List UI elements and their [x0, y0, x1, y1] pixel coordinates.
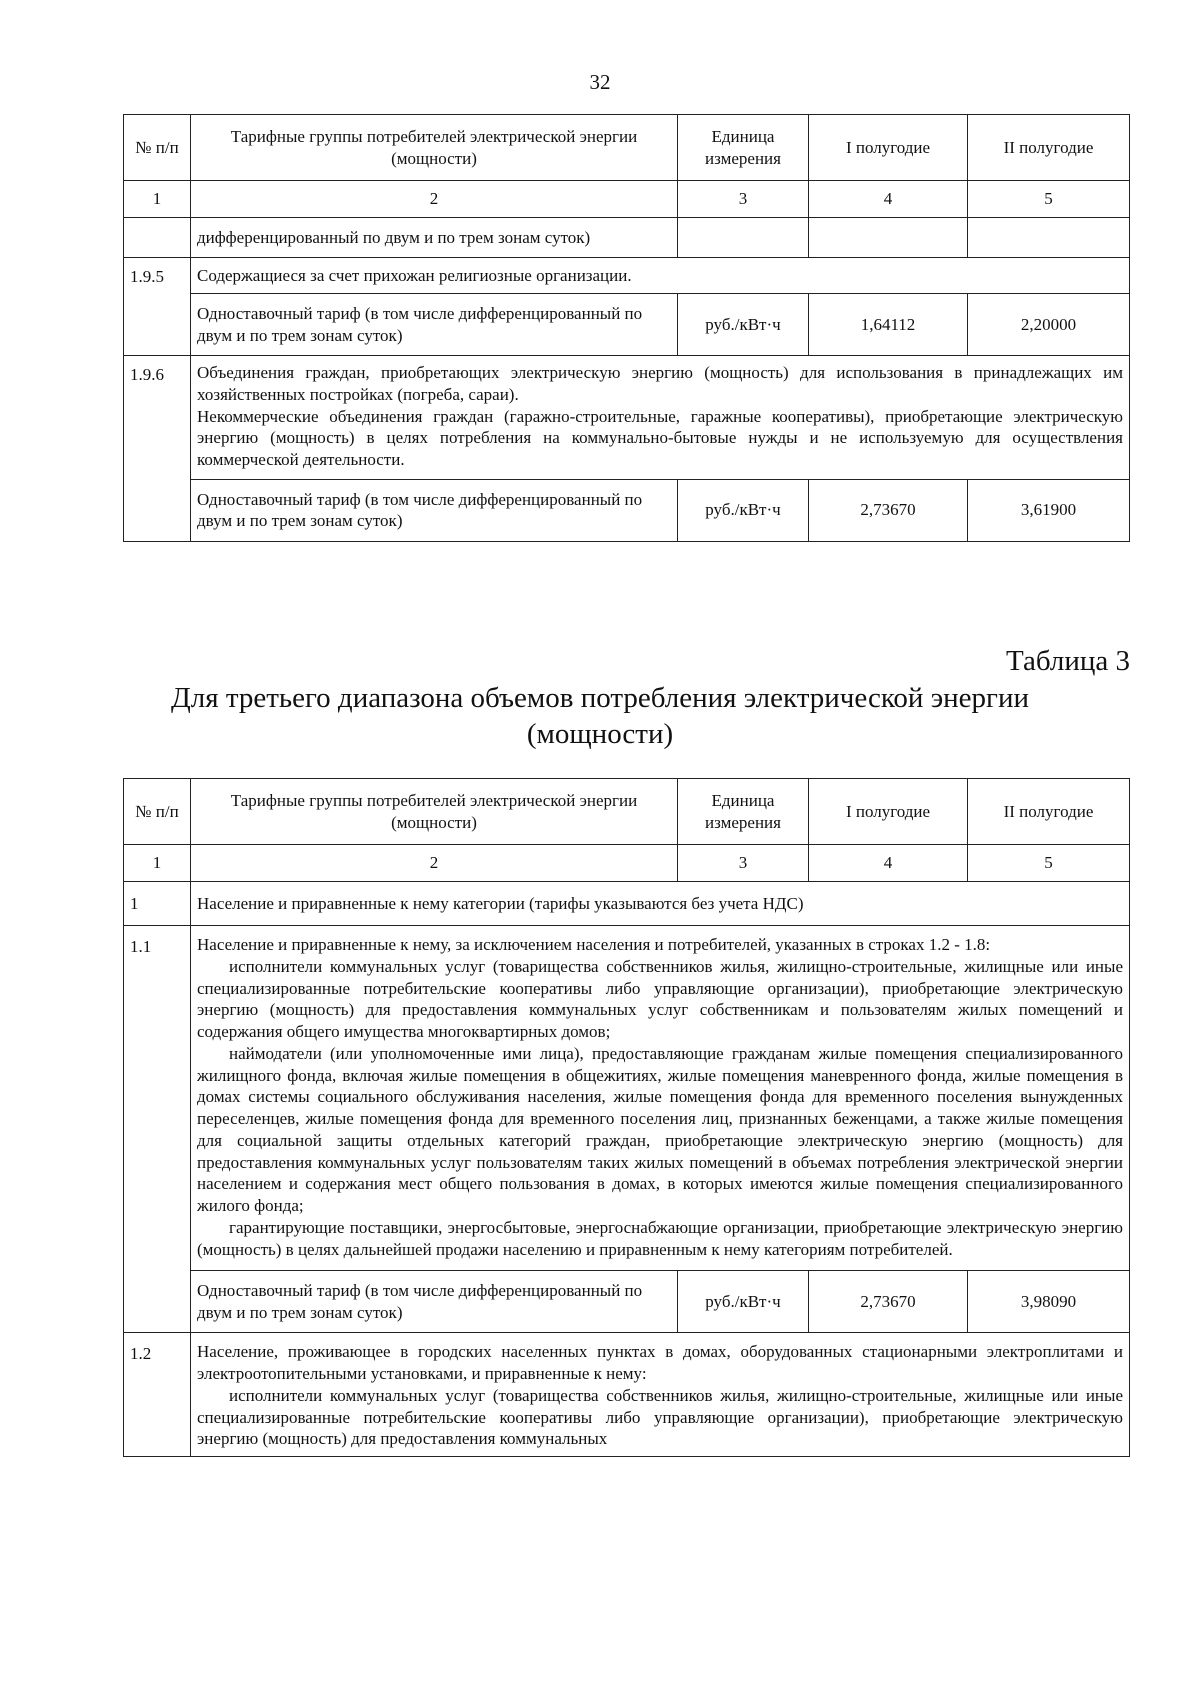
- header-half1: I полугодие: [809, 779, 968, 845]
- col-index: 4: [809, 181, 968, 218]
- col-index: 3: [678, 845, 809, 882]
- row-description: [191, 356, 1130, 480]
- unit-value: руб./кВт·ч: [678, 479, 809, 541]
- tariff-half2: 3,98090: [968, 1271, 1130, 1333]
- paragraph: гарантирующие поставщики, энергосбытовые, энергоснабжающие организации, приобретающие электрическую энергию (мощность) в целях дальнейшей продажи населению и приравненным к нему категориям потребителей.: [197, 1217, 1123, 1259]
- row-num-empty: [124, 218, 191, 258]
- row-title: Население и приравненные к нему категории (тарифы указываются без учета НДС): [191, 882, 1130, 926]
- paragraph: Население, проживающее в городских населенных пунктах в домах, оборудованных стационарными электроплитами и электроотопительными установками, и приравненные к нему:: [197, 1342, 1123, 1383]
- paragraph: Объединения граждан, приобретающих электрическую энергию (мощность) для использования в принадлежащих им хозяйственных постройках (погреба, сараи).: [197, 363, 1123, 404]
- tariff-half2: 3,61900: [968, 479, 1130, 541]
- table-caption: Таблица 3: [1005, 645, 1130, 677]
- header-num: № п/п: [124, 115, 191, 181]
- unit-value: руб./кВт·ч: [678, 294, 809, 356]
- col-index: 5: [968, 181, 1130, 218]
- tariff-label: Одноставочный тариф (в том числе дифференцированный по двум и по трем зонам суток): [191, 479, 678, 541]
- tariff-table-continued: [123, 114, 1130, 542]
- row-num: 1.2: [124, 1333, 191, 1457]
- col-index: 1: [124, 845, 191, 882]
- row-num: 1.9.5: [124, 258, 191, 356]
- col-index: 5: [968, 845, 1130, 882]
- unit-empty: [678, 218, 809, 258]
- row-num: 1.1: [124, 926, 191, 1333]
- paragraph: наймодатели (или уполномоченные ими лица), предоставляющие гражданам жилые помещения специализированного жилищного фонда, включая жилые помещения в общежитиях, жилые помещения маневренного фонда, жилые помещения в домах системы социального обслуживания населения, жилые помещения фонда для временного поселения вынужденных переселенцев, жилые помещения фонда для временного поселения лиц, признанных беженцами, а также жилые помещения для социальной защиты отдельных категорий граждан, приобретающие электрическую энергию (мощность) для предоставления коммунальных услуг пользователям таких жилых помещений в объемах потребления электрической энергии населением и содержания мест общего пользования в домах, в которых имеются жилые помещения специализированного жилого фонда;: [197, 1043, 1123, 1215]
- tariff-half1: 2,73670: [809, 1271, 968, 1333]
- header-half2: II полугодие: [968, 115, 1130, 181]
- col-index: 2: [191, 845, 678, 882]
- tariff-half1: 2,73670: [809, 479, 968, 541]
- header-groups: Тарифные группы потребителей электрической энергии (мощности): [191, 115, 678, 181]
- header-unit: Единица измерения: [678, 779, 809, 845]
- row-num: 1: [124, 882, 191, 926]
- tariff-table-3: [123, 778, 1130, 1457]
- table-title: Для третьего диапазона объемов потребления электрической энергии (мощности): [171, 682, 1029, 751]
- header-unit: Единица измерения: [678, 115, 809, 181]
- col-index: 4: [809, 845, 968, 882]
- header-num: № п/п: [124, 779, 191, 845]
- paragraph: Некоммерческие объединения граждан (гаражно-строительные, гаражные кооперативы), приобретающие электрическую энергию (мощность) в целях потребления на коммунально-бытовые нужды и не используемую для осуществления коммерческой деятельности.: [197, 406, 1123, 469]
- unit-value: руб./кВт·ч: [678, 1271, 809, 1333]
- tariff-label: Одноставочный тариф (в том числе дифференцированный по двум и по трем зонам суток): [191, 1271, 678, 1333]
- header-groups: Тарифные группы потребителей электрической энергии (мощности): [191, 779, 678, 845]
- row-description: [191, 1333, 1130, 1457]
- col-index: 2: [191, 181, 678, 218]
- row-title: Содержащиеся за счет прихожан религиозные организации.: [191, 258, 1130, 294]
- half2-empty: [968, 218, 1130, 258]
- header-half2: II полугодие: [968, 779, 1130, 845]
- header-half1: I полугодие: [809, 115, 968, 181]
- paragraph: исполнители коммунальных услуг (товарищества собственников жилья, жилищно-строительные, жилищные или иные специализированные потребительские кооперативы либо управляющие организации), приобретающие электрическую энергию (мощность) для предоставления коммунальных услуг собственникам и пользователям жилых помещений и содержания общего имущества многоквартирных домов;: [197, 956, 1123, 1041]
- row-num: 1.9.6: [124, 356, 191, 542]
- row-description: [191, 926, 1130, 1271]
- page-number: 32: [589, 70, 611, 94]
- tariff-label: Одноставочный тариф (в том числе дифференцированный по двум и по трем зонам суток): [191, 294, 678, 356]
- col-index: 3: [678, 181, 809, 218]
- tariff-half2: 2,20000: [968, 294, 1130, 356]
- col-index: 1: [124, 181, 191, 218]
- paragraph: Население и приравненные к нему, за исключением населения и потребителей, указанных в строках 1.2 - 1.8:: [197, 935, 991, 954]
- half1-empty: [809, 218, 968, 258]
- tariff-half1: 1,64112: [809, 294, 968, 356]
- continuation-text: дифференцированный по двум и по трем зонам суток): [191, 218, 678, 258]
- paragraph: исполнители коммунальных услуг (товарищества собственников жилья, жилищно-строительные, жилищные или иные специализированные потребительские кооперативы либо управляющие организации), приобретающие электрическую энергию (мощность) для предоставления коммунальных: [197, 1385, 1123, 1449]
